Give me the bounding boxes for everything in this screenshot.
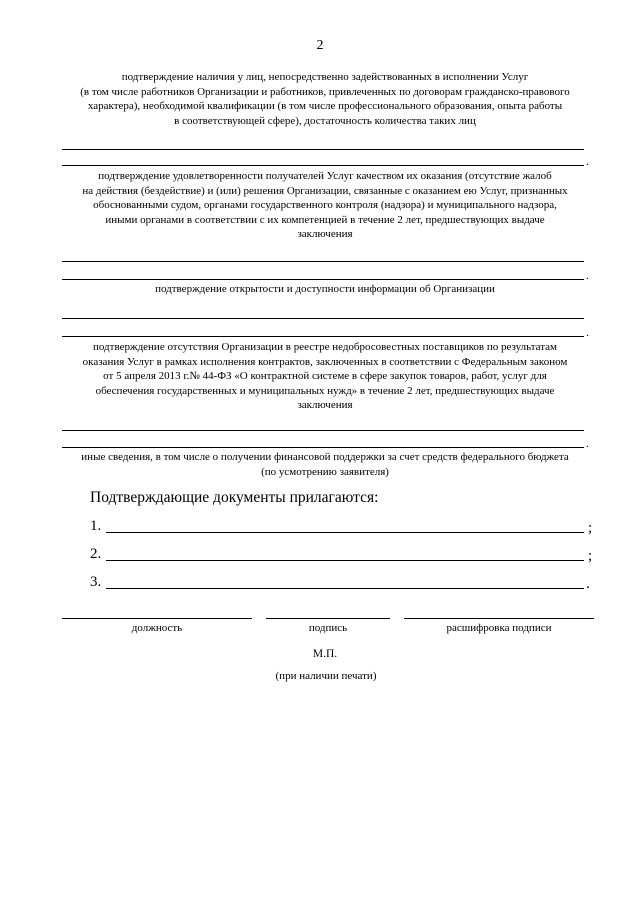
blank-line — [62, 336, 584, 337]
blank-line — [62, 149, 584, 150]
blank-line — [62, 430, 584, 431]
caption-satisfaction: подтверждение удовлетворенности получателей Услуг качеством их оказания (отсутствие жалоб на действия (бездействие) и (или) решения Организации, связанные с оказанием ею Услуг, признанных обоснованными судом, органами государственного контроля (надзора) и муниципального надзора, иными органами в соответствии с их компетенцией в течение 2 лет, предшествующих выдаче заключения — [82, 170, 568, 241]
attachment-number: 3. — [90, 574, 102, 590]
caption-registry: подтверждение отсутствия Организации в реестре недобросовестных поставщиков по результатам оказания Услуг в рамках исполнения контрактов, заключенных в соответствии с Федеральным законом от 5 апреля 2013 г.№ 44-ФЗ «О контрактной системе в сфере закупок товаров, работ, услуг для обеспечения государственных и муниципальных нужд» в течение 2 лет, предшествующих выдаче заключения — [82, 341, 568, 412]
signature-line — [266, 618, 390, 619]
position-line — [62, 618, 252, 619]
attachment-end-mark: ; — [588, 520, 593, 536]
attachment-line — [106, 560, 584, 561]
attachment-line — [106, 532, 584, 533]
attachment-end-mark: . — [586, 576, 590, 592]
line-end-mark: . — [586, 268, 589, 282]
attachment-end-mark: ; — [588, 548, 593, 564]
blank-line — [62, 261, 584, 262]
attachments-heading: Подтверждающие документы прилагаются: — [90, 489, 379, 506]
attachment-number: 2. — [90, 546, 102, 562]
position-label: должность — [131, 622, 183, 634]
page-number: 2 — [316, 38, 324, 53]
blank-line — [62, 447, 584, 448]
blank-line — [62, 165, 584, 166]
caption-qualification: подтверждение наличия у лиц, непосредственно задействованных в исполнении Услуг (в том числе работников Организации и работников, привлеченных по договорам гражданско-правового характера), необходимой квалификации (в том числе профессионального образования, опыта работы в соответствующей сфере), достаточность количества таких лиц — [80, 71, 570, 127]
decoding-line — [404, 618, 594, 619]
attachment-line — [106, 588, 584, 589]
line-end-mark: . — [586, 325, 589, 339]
attachment-number: 1. — [90, 518, 102, 534]
line-end-mark: . — [586, 436, 589, 450]
stamp-note: (при наличии печати) — [275, 670, 377, 682]
caption-other-info: иные сведения, в том числе о получении финансовой поддержки за счет средств федерального бюджета (по усмотрению заявителя) — [81, 451, 569, 478]
caption-openness: подтверждение открытости и доступности информации об Организации — [155, 283, 495, 295]
blank-line — [62, 318, 584, 319]
line-end-mark: . — [586, 154, 589, 168]
blank-line — [62, 279, 584, 280]
signature-label: подпись — [308, 622, 348, 634]
decoding-label: расшифровка подписи — [446, 622, 552, 634]
stamp-label: М.П. — [312, 648, 338, 660]
